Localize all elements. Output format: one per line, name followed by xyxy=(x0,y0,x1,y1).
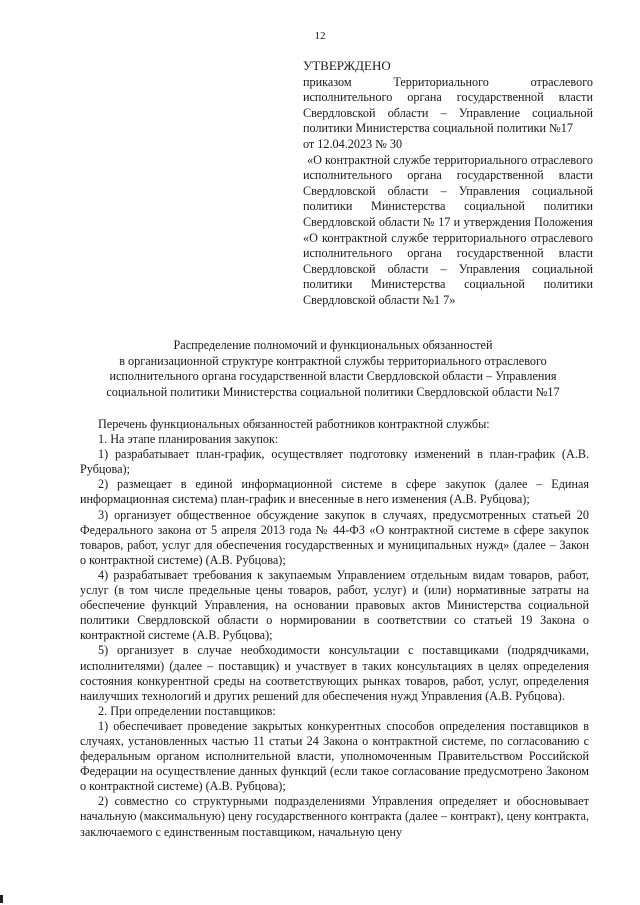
list-item: 2) совместно со структурными подразделениями Управления определяет и обосновывает начальную (максимальную) цену государственного контракта (далее – контракт), цену контракта, заключаемого с единственным поставщиком, начальную цену xyxy=(80,794,589,839)
list-item: 1) обеспечивает проведение закрытых конкурентных способов определения поставщиков в случаях, установленных частью 11 статьи 24 Закона о контрактной системе, по согласованию с федеральным органом исполнительной власти, уполномоченным Правительством Российской Федерации на осуществление данных функций (если такое согласование предусмотрено Законом о контрактной системе) (А.В. Рубцова); xyxy=(80,718,589,794)
list-item: 3) организует общественное обсуждение закупок в случаях, предусмотренных статьей 20 Федерального закона от 5 апреля 2013 года № 44-ФЗ «О контрактной системе в сфере закупок товаров, работ, услуг для обеспечения государственных и муниципальных нужд» (далее – Закон о контрактной системе) (А.В. Рубцова); xyxy=(80,507,589,567)
list-item: 1) разрабатывает план-график, осуществляет подготовку изменений в план-график (А.В. Рубцова); xyxy=(80,447,589,477)
list-item: 4) разрабатывает требования к закупаемым Управлением отдельным видам товаров, работ, услуг (в том числе предельные цены товаров, работ, услуг) и (или) нормативные затраты на обеспечение функций Управления, на основании правовых актов Министерства социальной политики Свердловской области о нормировании в соответствии со статьей 19 Закона о контрактной системе (А.В. Рубцова); xyxy=(80,567,589,643)
approval-order-text: приказом Территориального отраслевого исполнительного органа государственной власти Свердловской области – Управление социальной политики Министерства социальной политики №17 xyxy=(303,74,593,136)
document-body xyxy=(80,417,589,840)
section-heading: 2. При определении поставщиков: xyxy=(98,703,276,718)
approval-block xyxy=(303,58,593,309)
list-item: 5) организует в случае необходимости консультации с поставщиками (подрядчиками, исполнителями) (далее – поставщик) и участвует в таких консультациях в целях определения состояния конкурентной среды на соответствующих рынках товаров, работ, услуг, определения наилучших технологий и других решений для обеспечения нужд Управления (А.В. Рубцова). xyxy=(80,643,589,703)
intro-paragraph: Перечень функциональных обязанностей работников контрактной службы: xyxy=(98,417,490,431)
section-heading: 1. На этапе планирования закупок: xyxy=(98,432,279,447)
approval-subject: «О контрактной службе территориального отраслевого исполнительного органа государственной власти Свердловской области – Управления социальной политики Министерства социальной политики Свердловской области № 17 и утверждения Положения «О контрактной службе территориального отраслевого исполнительного органа государственной власти Свердловской области – Управления социальной политики Министерства социальной политики Свердловской области №1 7» xyxy=(303,152,593,307)
page-number: 12 xyxy=(314,30,326,42)
document-title xyxy=(80,338,586,400)
approval-date-number: от 12.04.2023 № 30 xyxy=(303,136,403,151)
title-line: исполнительного органа государственной власти Свердловской области – Управления xyxy=(109,369,557,384)
title-line: Распределение полномочий и функциональных обязанностей xyxy=(173,338,493,352)
title-line: в организационной структуре контрактной службы территориального отраслевого xyxy=(119,353,547,368)
list-item: 2) размещает в единой информационной системе в сфере закупок (далее – Единая информационная система) план-график и внесенные в него изменения (А.В. Рубцова); xyxy=(80,477,589,507)
title-line: социальной политики Министерства социальной политики Свердловской области №17 xyxy=(106,384,560,399)
approval-heading: УТВЕРЖДЕНО xyxy=(303,58,391,73)
scan-edge-mark xyxy=(0,895,3,903)
